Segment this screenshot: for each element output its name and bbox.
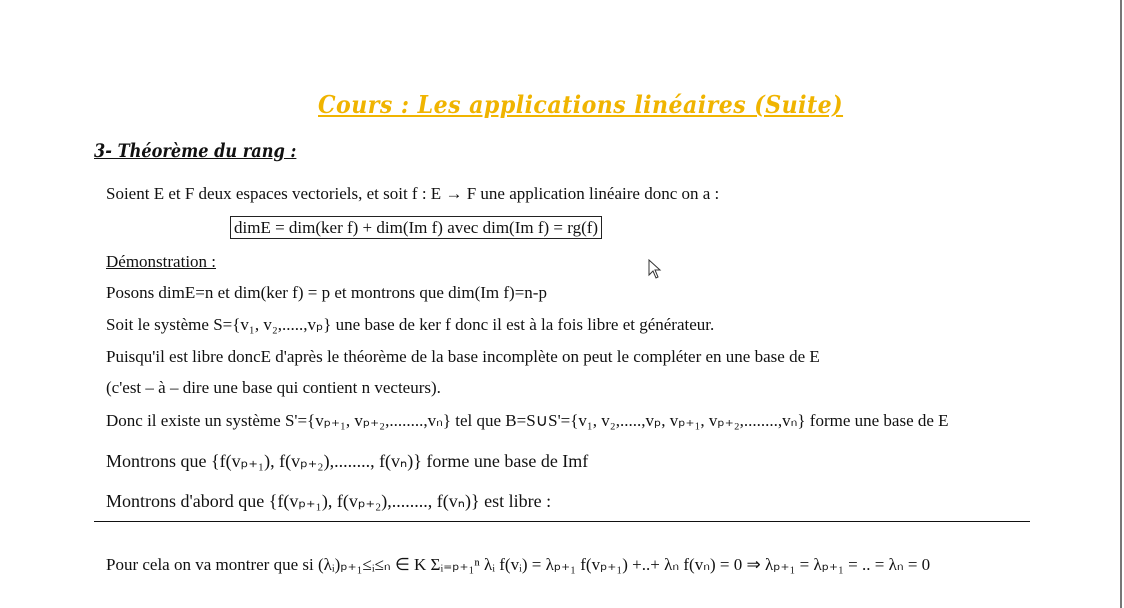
abord-line: Montrons d'abord que {f(vₚ₊₁), f(vₚ₊₂),........, f(vₙ)} est libre : (106, 491, 552, 511)
intro-text: Soient E et F deux espaces vectoriels, et soit f : E → F une application linéaire donc on a : (106, 184, 720, 203)
document-title: Cours : Les applications linéaires (Suite) (318, 90, 844, 119)
cest-line: (c'est – à – dire une base qui contient n vecteurs). (106, 378, 441, 397)
posons-line: Posons dimE=n et dim(ker f) = p et montrons que dim(Im f)=n-p (106, 283, 547, 302)
puisque-line: Puisqu'il est libre doncE d'après le théorème de la base incomplète on peut le compléter en une base de E (106, 347, 820, 366)
section-heading: 3- Théorème du rang : (94, 140, 297, 162)
demonstration-label: Démonstration : (106, 252, 217, 271)
montrons-line: Montrons que {f(vₚ₊₁), f(vₚ₊₂),........, f(vₙ)} forme une base de Imf (106, 451, 589, 471)
rank-formula (230, 218, 602, 238)
donc-line: Donc il existe un système S'={vₚ₊₁, vₚ₊₂,........,vₙ} tel que B=S∪S'={v₁, v₂,.....,vₚ, vₚ₊₁, vₚ₊₂,........,vₙ} forme une base de E (106, 411, 949, 430)
page-separator (94, 521, 1030, 522)
systeme-line: Soit le système S={v₁, v₂,.....,vₚ} une base de ker f donc il est à la fois libre et générateur. (106, 315, 715, 334)
page-edge-scrollbar (1120, 0, 1122, 608)
mouse-cursor-icon (648, 259, 662, 284)
rank-formula-box: dimE = dim(ker f) + dim(Im f) avec dim(Im f) = rg(f) (230, 216, 602, 239)
pour-line: Pour cela on va montrer que si (λᵢ)ₚ₊₁≤ᵢ≤ₙ ∈ K Σᵢ₌ₚ₊₁ⁿ λᵢ f(vᵢ) = λₚ₊₁ f(vₚ₊₁) +..+ λₙ f(vₙ) = 0 ⇒ λₚ₊₁ = λₚ₊₁ = .. = λₙ = 0 (106, 555, 931, 574)
